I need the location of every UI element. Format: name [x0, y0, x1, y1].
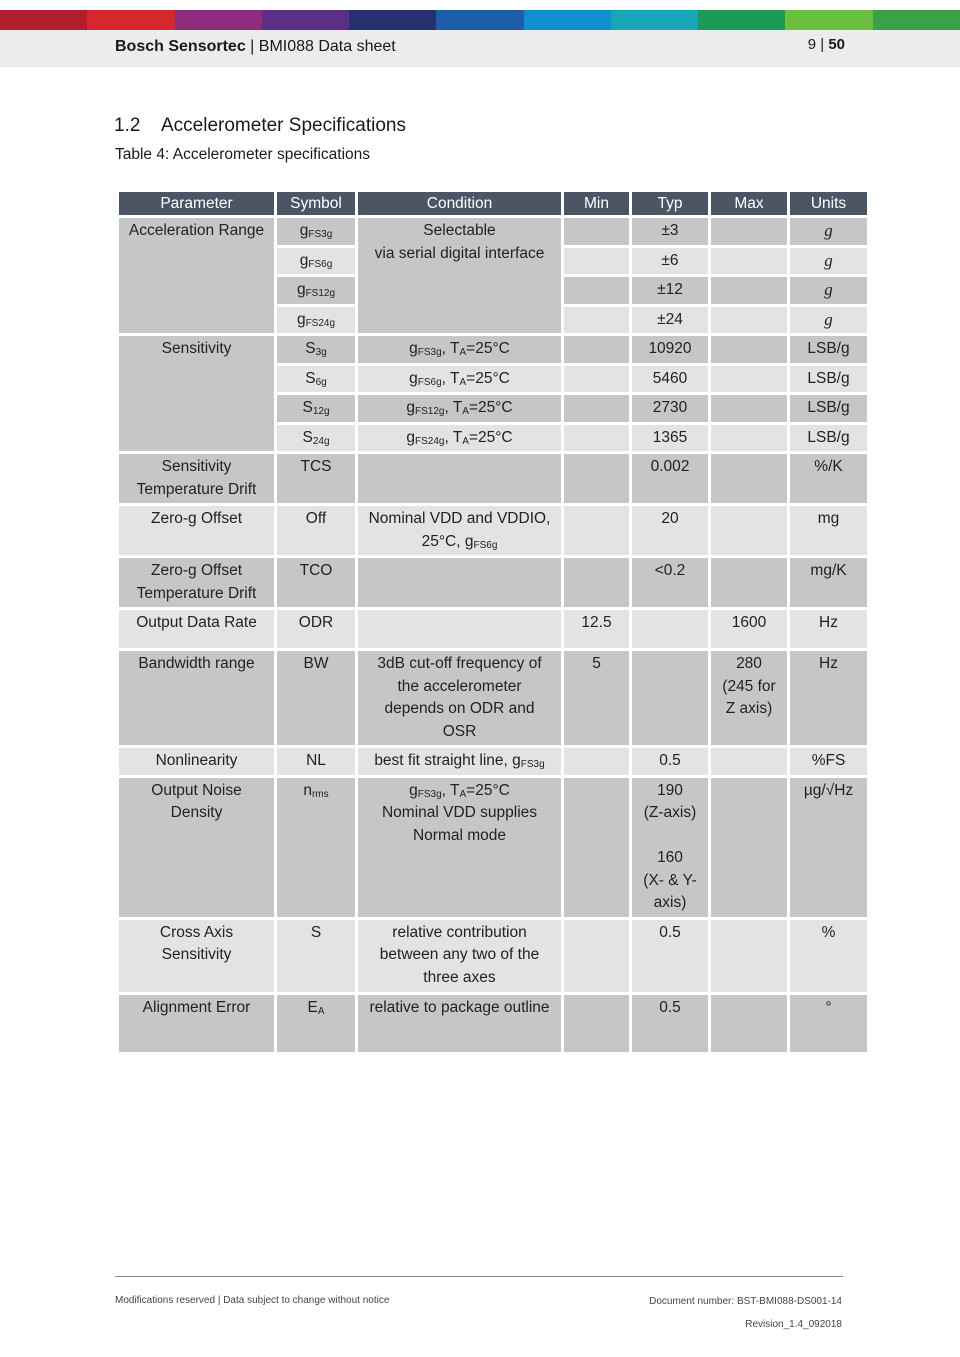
cell-unit: g: [790, 218, 867, 245]
cell-min: [564, 366, 629, 393]
cell-max: [711, 506, 787, 555]
cell-param-tcs: Sensitivity Temperature Drift: [119, 454, 274, 503]
accelerometer-spec-table: [116, 189, 870, 1055]
cell-unit: LSB/g: [790, 366, 867, 393]
table-row: [119, 558, 867, 607]
brand-stripe: [175, 10, 263, 30]
header-separator: |: [245, 38, 259, 55]
page-number: [808, 36, 845, 53]
cell-max: [711, 248, 787, 275]
cell-condition: [358, 610, 561, 648]
brand-stripe: [698, 10, 786, 30]
cell-max: 280 (245 for Z axis): [711, 651, 787, 745]
page-separator: |: [816, 36, 829, 53]
cell-max: [711, 366, 787, 393]
cell-min: 12.5: [564, 610, 629, 648]
header-title: [115, 38, 396, 56]
brand-stripe: [873, 10, 960, 30]
brand-stripe: [349, 10, 437, 30]
cell-param-align: Alignment Error: [119, 995, 274, 1052]
col-header-parameter: Parameter: [119, 192, 274, 215]
brand-color-bar: [0, 10, 960, 30]
cell-param-accel-range: Acceleration Range: [119, 218, 274, 333]
cell-param-nl: Nonlinearity: [119, 748, 274, 775]
cell-param-bw: Bandwidth range: [119, 651, 274, 745]
footer-divider: [115, 1276, 843, 1277]
cell-condition: $g_{FS3g}$, $T_A=25^\circ C$ Nominal VDD supplies Normal mode: [358, 778, 561, 917]
cell-typ: 20: [632, 506, 708, 555]
cell-symbol: $n_{rms}$: [277, 778, 355, 917]
page-header: [0, 30, 960, 67]
cell-symbol: TCS: [277, 454, 355, 503]
cell-min: 5: [564, 651, 629, 745]
footer-revision: Revision_1.4_092018: [745, 1319, 842, 1330]
table-row: [119, 610, 867, 648]
cell-param-cross: Cross Axis Sensitivity: [119, 920, 274, 992]
cell-min: [564, 395, 629, 422]
col-header-typ: Typ: [632, 192, 708, 215]
cell-unit: Hz: [790, 651, 867, 745]
cell-typ: ±12: [632, 277, 708, 304]
cell-unit: mg/K: [790, 558, 867, 607]
cell-max: [711, 454, 787, 503]
cell-unit: %/K: [790, 454, 867, 503]
table-row: [119, 748, 867, 775]
cell-min: [564, 277, 629, 304]
cell-symbol: $S_{3g}$: [277, 336, 355, 363]
cell-symbol: $g_{FS12g}$: [277, 277, 355, 304]
cell-symbol: $S_{24g}$: [277, 425, 355, 452]
table-row: [119, 506, 867, 555]
cell-condition: $g_{FS24g}$, $T_A=25^\circ C$: [358, 425, 561, 452]
cell-typ: ±3: [632, 218, 708, 245]
cell-condition: $g_{FS3g}$, $T_A=25^\circ C$: [358, 336, 561, 363]
cell-max: [711, 748, 787, 775]
cell-min: [564, 425, 629, 452]
cell-param-offset: Zero-g Offset: [119, 506, 274, 555]
cell-symbol: $g_{FS6g}$: [277, 248, 355, 275]
cell-condition: relative to package outline: [358, 995, 561, 1052]
cell-symbol: BW: [277, 651, 355, 745]
cell-condition: [358, 558, 561, 607]
cell-unit: µg/√Hz: [790, 778, 867, 917]
cell-typ: <0.2: [632, 558, 708, 607]
cell-typ: 10920: [632, 336, 708, 363]
page-current: 9: [807, 36, 817, 53]
cell-typ: ±24: [632, 307, 708, 334]
col-header-min: Min: [564, 192, 629, 215]
cell-max: [711, 395, 787, 422]
cell-min: [564, 558, 629, 607]
cell-condition: $g_{FS6g}$, $T_A=25^\circ C$: [358, 366, 561, 393]
cell-symbol: ODR: [277, 610, 355, 648]
table-row: [119, 651, 867, 745]
brand-stripe: [785, 10, 873, 30]
cell-unit: LSB/g: [790, 395, 867, 422]
cell-condition-accel-range: Selectable via serial digital interface: [358, 218, 561, 333]
brand-stripe: [0, 10, 88, 30]
cell-typ: ±6: [632, 248, 708, 275]
table-row: [119, 336, 867, 363]
cell-param-sensitivity: Sensitivity: [119, 336, 274, 451]
table-row: [119, 995, 867, 1052]
cell-max: [711, 425, 787, 452]
cell-typ: 1365: [632, 425, 708, 452]
cell-max: [711, 336, 787, 363]
section-title: Accelerometer Specifications: [161, 115, 406, 136]
cell-min: [564, 506, 629, 555]
brand-stripe: [436, 10, 524, 30]
cell-symbol: $g_{FS3g}$: [277, 218, 355, 245]
cell-min: [564, 454, 629, 503]
footer-notice: Modifications reserved | Data subject to change without notice: [115, 1295, 390, 1306]
section-heading: [114, 115, 406, 137]
cell-max: 1600: [711, 610, 787, 648]
cell-param-noise: Output Noise Density: [119, 778, 274, 917]
brand-stripe: [87, 10, 175, 30]
cell-symbol: TCO: [277, 558, 355, 607]
cell-typ: [632, 610, 708, 648]
brand-stripe: [262, 10, 350, 30]
page-total: 50: [828, 36, 845, 53]
cell-condition: 3dB cut-off frequency of the accelerometer depends on ODR and OSR: [358, 651, 561, 745]
cell-max: [711, 277, 787, 304]
cell-symbol: S: [277, 920, 355, 992]
cell-param-odr: Output Data Rate: [119, 610, 274, 648]
table-row: [119, 778, 867, 917]
cell-typ: 2730: [632, 395, 708, 422]
table-caption: Table 4: Accelerometer specifications: [115, 146, 371, 163]
cell-param-tco: Zero-g Offset Temperature Drift: [119, 558, 274, 607]
table-row: [119, 454, 867, 503]
cell-condition: [358, 454, 561, 503]
cell-symbol: NL: [277, 748, 355, 775]
cell-max: [711, 778, 787, 917]
cell-min: [564, 307, 629, 334]
cell-max: [711, 307, 787, 334]
cell-min: [564, 218, 629, 245]
cell-min: [564, 778, 629, 917]
cell-unit: g: [790, 277, 867, 304]
cell-min: [564, 748, 629, 775]
cell-typ: 0.002: [632, 454, 708, 503]
cell-typ: 0.5: [632, 748, 708, 775]
cell-symbol: $E_A$: [277, 995, 355, 1052]
cell-condition: $g_{FS12g}$, $T_A=25^\circ C$: [358, 395, 561, 422]
cell-condition: Nominal VDD and VDDIO, 25°C, $g_{FS6g}$: [358, 506, 561, 555]
cell-symbol: $S_{6g}$: [277, 366, 355, 393]
brand-stripe: [611, 10, 699, 30]
cell-min: [564, 336, 629, 363]
cell-unit: g: [790, 307, 867, 334]
brand-stripe: [524, 10, 612, 30]
cell-typ: [632, 651, 708, 745]
cell-unit: mg: [790, 506, 867, 555]
cell-typ: 0.5: [632, 995, 708, 1052]
table-header-row: [119, 192, 867, 215]
cell-typ: 190 (Z-axis) 160 (X- & Y- axis): [632, 778, 708, 917]
cell-unit: LSB/g: [790, 336, 867, 363]
col-header-symbol: Symbol: [277, 192, 355, 215]
cell-condition: best fit straight line, $g_{FS3g}$: [358, 748, 561, 775]
cell-max: [711, 995, 787, 1052]
cell-unit: %: [790, 920, 867, 992]
cell-min: [564, 995, 629, 1052]
table-row: [119, 920, 867, 992]
cell-max: [711, 558, 787, 607]
cell-unit: °: [790, 995, 867, 1052]
cell-min: [564, 920, 629, 992]
cell-symbol: Off: [277, 506, 355, 555]
cell-unit: LSB/g: [790, 425, 867, 452]
cell-typ: 5460: [632, 366, 708, 393]
col-header-max: Max: [711, 192, 787, 215]
cell-max: [711, 218, 787, 245]
footer-document-number: Document number: BST-BMI088-DS001-14: [649, 1296, 842, 1307]
company-name: Bosch Sensortec: [115, 38, 246, 55]
cell-max: [711, 920, 787, 992]
cell-symbol: $S_{12g}$: [277, 395, 355, 422]
cell-min: [564, 248, 629, 275]
col-header-condition: Condition: [358, 192, 561, 215]
col-header-units: Units: [790, 192, 867, 215]
section-number: 1.2: [114, 115, 141, 136]
cell-unit: %FS: [790, 748, 867, 775]
cell-typ: 0.5: [632, 920, 708, 992]
cell-unit: g: [790, 248, 867, 275]
cell-condition: relative contribution between any two of the three axes: [358, 920, 561, 992]
table-row: [119, 218, 867, 245]
cell-symbol: $g_{FS24g}$: [277, 307, 355, 334]
document-title: BMI088 Data sheet: [258, 38, 396, 55]
cell-unit: Hz: [790, 610, 867, 648]
